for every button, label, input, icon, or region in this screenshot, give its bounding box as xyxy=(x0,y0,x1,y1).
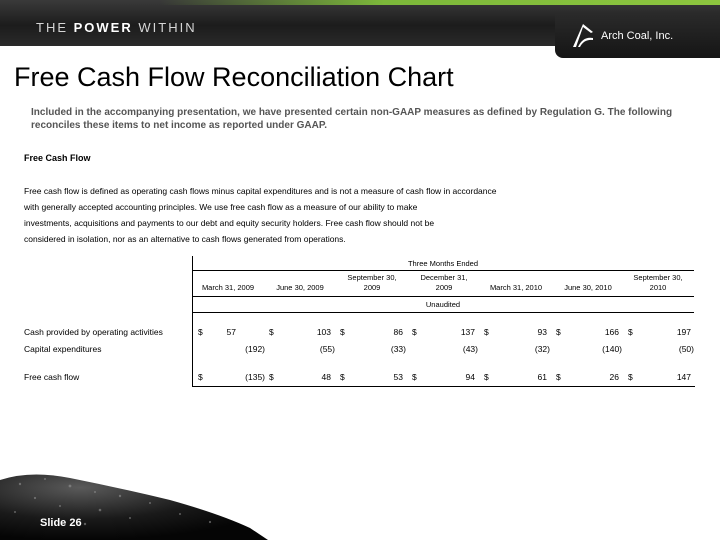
currency-symbol: $ xyxy=(628,327,633,337)
arch-logo-icon xyxy=(571,22,595,48)
table-cell: (50) xyxy=(678,344,694,354)
header-divider xyxy=(192,312,694,313)
currency-symbol: $ xyxy=(484,327,489,337)
currency-symbol: $ xyxy=(412,327,417,337)
table-cell: 26 xyxy=(609,372,619,382)
row-label: Free cash flow xyxy=(24,372,80,382)
section-heading: Free Cash Flow xyxy=(24,153,91,163)
column-header xyxy=(264,283,336,293)
table-cell: 103 xyxy=(316,327,331,337)
tagline-suffix: WITHIN xyxy=(138,20,197,35)
table-cell: 61 xyxy=(537,372,547,382)
column-header-line: June 30, 2010 xyxy=(564,283,612,292)
table-cell: 48 xyxy=(321,372,331,382)
column-header-line: 2009 xyxy=(435,283,453,292)
column-header xyxy=(192,283,264,293)
currency-symbol: $ xyxy=(556,327,561,337)
currency-symbol: $ xyxy=(556,372,561,382)
cash-flow-table xyxy=(24,256,694,386)
currency-symbol: $ xyxy=(198,372,203,382)
description-line: considered in isolation, nor as an alternative to cash flows generated from operations. xyxy=(24,234,346,244)
period-header: Three Months Ended xyxy=(407,259,479,268)
table-cell: 86 xyxy=(393,327,403,337)
column-header-line: 2010 xyxy=(649,283,667,292)
table-cell: 94 xyxy=(465,372,475,382)
currency-symbol: $ xyxy=(269,372,274,382)
column-header xyxy=(552,283,624,293)
column-header-line: September 30, xyxy=(347,273,397,282)
column-header-line: March 31, 2009 xyxy=(201,283,255,292)
table-cell: 53 xyxy=(393,372,403,382)
table-cell: (140) xyxy=(602,344,622,354)
column-header xyxy=(408,273,480,293)
column-header xyxy=(480,283,552,293)
table-cell: (192) xyxy=(245,344,265,354)
currency-symbol: $ xyxy=(269,327,274,337)
tagline-emphasis: POWER xyxy=(73,20,133,35)
coal-pile-image xyxy=(0,470,720,540)
column-header-line: September 30, xyxy=(633,273,683,282)
page-title: Free Cash Flow Reconciliation Chart xyxy=(14,62,454,92)
tagline-prefix: THE xyxy=(36,20,68,35)
table-cell: 197 xyxy=(676,327,691,337)
table-cell: 166 xyxy=(604,327,619,337)
description-line: Free cash flow is defined as operating cash flows minus capital expenditures and is not a measure of cash flow in accordance xyxy=(24,186,497,196)
description-line: with generally accepted accounting principles. We use free cash flow as a measure of our ability to make xyxy=(24,202,418,212)
audit-label: Unaudited xyxy=(425,300,461,309)
table-cell: 57 xyxy=(226,327,236,337)
row-label: Cash provided by operating activities xyxy=(24,327,163,337)
currency-symbol: $ xyxy=(198,327,203,337)
slide-number: Slide 26 xyxy=(40,517,82,529)
accent-strip xyxy=(160,0,720,5)
description-line: investments, acquisitions and payments to our debt and equity security holders. Free cash flow should not be xyxy=(24,218,435,228)
description xyxy=(24,183,496,247)
logo-text: Arch Coal, Inc. xyxy=(601,30,674,42)
currency-symbol: $ xyxy=(484,372,489,382)
table-cell: 137 xyxy=(460,327,475,337)
currency-symbol: $ xyxy=(412,372,417,382)
table-cell: (33) xyxy=(390,344,406,354)
tagline xyxy=(36,20,197,35)
currency-symbol: $ xyxy=(340,327,345,337)
column-header xyxy=(622,273,694,293)
table-cell: (55) xyxy=(319,344,335,354)
row-label: Capital expenditures xyxy=(24,344,102,354)
column-header-line: June 30, 2009 xyxy=(276,283,324,292)
column-header-line: December 31, xyxy=(420,273,468,282)
column-header-line: March 31, 2010 xyxy=(489,283,543,292)
table-cell: 147 xyxy=(676,372,691,382)
table-cell: (32) xyxy=(534,344,550,354)
table-cell: (135) xyxy=(245,372,265,382)
column-header-line: 2009 xyxy=(363,283,381,292)
currency-symbol: $ xyxy=(340,372,345,382)
currency-symbol: $ xyxy=(628,372,633,382)
intro-text: Included in the accompanying presentation, we have presented certain non-GAAP measures as defined by Regulation G. The following reconciles these items to net income as reported under GAAP. xyxy=(31,107,673,131)
table-cell: (43) xyxy=(462,344,478,354)
header-divider xyxy=(192,296,694,297)
column-header xyxy=(336,273,408,293)
header-divider xyxy=(192,270,694,271)
logo-tab xyxy=(555,14,720,58)
table-cell: 93 xyxy=(537,327,547,337)
